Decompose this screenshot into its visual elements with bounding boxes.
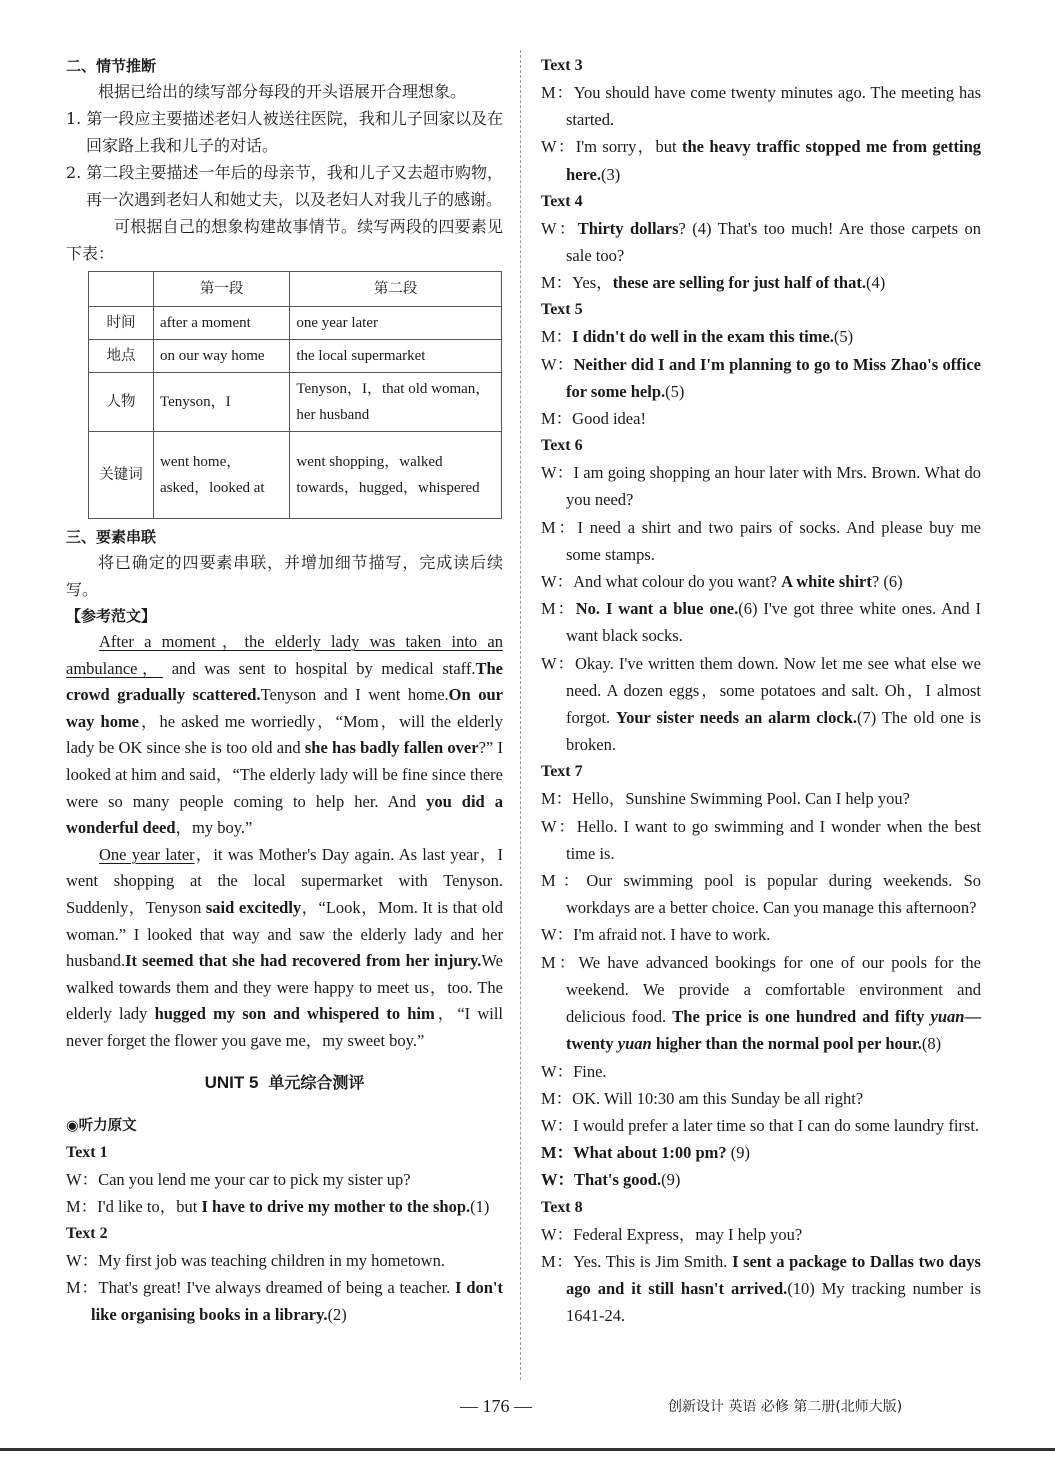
dialogue-line: M：I didn't do well in the exam this time.(5) bbox=[541, 327, 854, 347]
dialogue-line: M：We have advanced bookings for one of our pools for the weekend. We provide a comfortable environment and delicious food. The price is one hundred and fifty yuan—twenty yuan higher than the normal pool per hour.(8) bbox=[541, 952, 981, 1054]
dialogue-line: M：Good idea! bbox=[541, 409, 646, 429]
dialogue-line: M：Yes，these are selling for just half of that.(4) bbox=[541, 273, 886, 293]
column-divider bbox=[520, 50, 521, 1380]
dialogue-line: M：You should have come twenty minutes ago. The meeting has started. bbox=[541, 83, 981, 130]
dialogue-line: W：Federal Express，may I help you? bbox=[541, 1224, 803, 1244]
text-heading: Text 1 bbox=[66, 1143, 108, 1161]
text-heading: Text 3 bbox=[541, 57, 583, 74]
text-heading: Text 7 bbox=[541, 763, 583, 781]
four-elements-table bbox=[88, 271, 502, 519]
table-cell: after a moment bbox=[154, 307, 290, 340]
table-cell: went home，asked，looked at bbox=[154, 432, 290, 519]
table-cell: Tenyson，I，that old woman，her husband bbox=[290, 373, 502, 432]
dialogue-line: W：I would prefer a later time so that I can do some laundry first. bbox=[541, 1115, 980, 1135]
bottom-rule bbox=[0, 1448, 1055, 1451]
dialogue-line: W：Okay. I've written them down. Now let me see what else we need. A dozen eggs，some potatoes and salt. Oh，I almost forgot. Your sister needs an alarm clock.(7) The old one is broken. bbox=[541, 653, 982, 755]
table-header-cell: 第二段 bbox=[290, 272, 502, 307]
dialogue-line: M：OK. Will 10:30 am this Sunday be all right? bbox=[541, 1088, 864, 1108]
list-item: 1. 第一段应主要描述老妇人被送往医院，我和儿子回家以及在回家路上我和儿子的对话。 bbox=[66, 109, 503, 155]
section-title-plot: 二、情节推断 bbox=[66, 57, 157, 75]
text-heading: Text 6 bbox=[541, 437, 583, 455]
dialogue-line: M：That's great! I've always dreamed of being a teacher. I don't like organising books in a library.(2) bbox=[66, 1278, 504, 1325]
dialogue-line: W：I'm sorry，but the heavy traffic stopped me from getting here.(3) bbox=[541, 137, 982, 184]
essay-paragraph-2: One year later，it was Mother's Day again. As last year，I went shopping at the local supermarket with Tenyson. Suddenly，Tenyson said excitedly，“Look，Mom. It is that old woman.” I looked that way and saw the elderly lady and her husband.It seemed that she had recovered from her injury.We walked towards them and they were happy to meet us，too. The elderly lady hugged my son and whispered to him，“I will never forget the flower you gave me，my sweet boy.” bbox=[66, 844, 503, 1050]
row-label: 时间 bbox=[89, 307, 154, 340]
dialogue-line: W：My first job was teaching children in my hometown. bbox=[66, 1250, 445, 1270]
dialogue-line: W：I'm afraid not. I have to work. bbox=[541, 925, 771, 945]
dialogue-line: W：Neither did I and I'm planning to go to Miss Zhao's office for some help.(5) bbox=[541, 354, 981, 401]
dialogue-line: M：I need a shirt and two pairs of socks. And please buy me some stamps. bbox=[541, 517, 981, 564]
dialogue-line: W：That's good.(9) bbox=[541, 1170, 681, 1190]
row-label: 关键词 bbox=[89, 432, 154, 519]
book-title: 创新设计 英语 必修 第二册(北师大版) bbox=[668, 1399, 903, 1415]
reference-essay-title: 【参考范文】 bbox=[66, 607, 157, 625]
table-row bbox=[89, 432, 502, 519]
table-cell: on our way home bbox=[154, 340, 290, 373]
row-label: 人物 bbox=[89, 373, 154, 432]
dialogue-line: W：Thirty dollars? (4) That's too much! Are those carpets on sale too? bbox=[541, 218, 981, 266]
text-heading: Text 8 bbox=[541, 1198, 583, 1216]
page-footer bbox=[0, 1396, 1055, 1420]
table-row bbox=[89, 307, 502, 340]
dialogue-line: M：Yes. This is Jim Smith. I sent a package to Dallas two days ago and it still hasn't arrived.(10) My tracking number is 1641-24. bbox=[541, 1251, 981, 1326]
dialogue-line: W：I am going shopping an hour later with Mrs. Brown. What do you need? bbox=[541, 463, 981, 510]
text-heading: Text 2 bbox=[66, 1224, 108, 1242]
row-label: 地点 bbox=[89, 340, 154, 373]
section-intro: 根据已给出的续写部分每段的开头语展开合理想象。 bbox=[98, 82, 467, 101]
dialogue-line: M：Our swimming pool is popular during weekends. So workdays are a better choice. Can you manage this afternoon? bbox=[541, 871, 981, 918]
text-heading: Text 4 bbox=[541, 192, 583, 210]
dialogue-line: M：I'd like to，but I have to drive my mother to the shop.(1) bbox=[66, 1196, 490, 1216]
table-cell: went shopping，walked towards，hugged，whispered bbox=[290, 432, 502, 519]
table-cell: one year later bbox=[290, 307, 502, 340]
table-row bbox=[89, 340, 502, 373]
table-cell: Tenyson，I bbox=[154, 373, 290, 432]
listening-script-title: ◉听力原文 bbox=[66, 1117, 137, 1134]
section-note: 可根据自己的想象构建故事情节。续写两段的四要素见下表： bbox=[66, 217, 503, 263]
right-column bbox=[541, 52, 981, 1329]
dialogue-line: W：And what colour do you want? A white shirt? (6) bbox=[541, 572, 903, 592]
essay-paragraph-1: After a moment，the elderly lady was taken into an ambulance， and was sent to hospital by medical staff.The crowd gradually scattered.Tenyson and I went home.On our way home，he asked me worriedly，“Mom，will the elderly lady be OK since she is too old and she has badly fallen over?” I looked at him and said，“The elderly lady will be fine since there were so many people coming to help her. And you did a wonderful deed，my boy.” bbox=[66, 632, 504, 838]
table-row bbox=[89, 373, 502, 432]
reference-essay bbox=[66, 629, 503, 1055]
section-title-connect: 三、要素串联 bbox=[66, 528, 157, 546]
dialogue-line: M：What about 1:00 pm? (9) bbox=[541, 1143, 751, 1163]
dialogue-line: M：No. I want a blue one.(6) I've got three white ones. And I want black socks. bbox=[541, 599, 982, 646]
page-number: — 176 — bbox=[460, 1396, 532, 1416]
unit-title: UNIT 5 单元综合测评 bbox=[204, 1072, 365, 1092]
table-header-cell bbox=[89, 272, 154, 307]
dialogue-line: W：Hello. I want to go swimming and I wonder when the best time is. bbox=[541, 816, 981, 863]
section-intro: 将已确定的四要素串联，并增加细节描写，完成读后续写。 bbox=[66, 553, 503, 599]
list-item: 2. 第二段主要描述一年后的母亲节，我和儿子又去超市购物，再一次遇到老妇人和她丈夫，以及老妇人对我儿子的感谢。 bbox=[66, 163, 503, 209]
left-column bbox=[66, 52, 503, 1329]
table-header-row bbox=[89, 272, 502, 307]
table-header-cell: 第一段 bbox=[154, 272, 290, 307]
dialogue-line: M：Hello，Sunshine Swimming Pool. Can I help you? bbox=[541, 789, 910, 809]
text-heading: Text 5 bbox=[541, 301, 583, 319]
dialogue-line: W：Fine. bbox=[541, 1061, 607, 1081]
dialogue-line: W：Can you lend me your car to pick my sister up? bbox=[66, 1169, 411, 1189]
table-cell: the local supermarket bbox=[290, 340, 502, 373]
